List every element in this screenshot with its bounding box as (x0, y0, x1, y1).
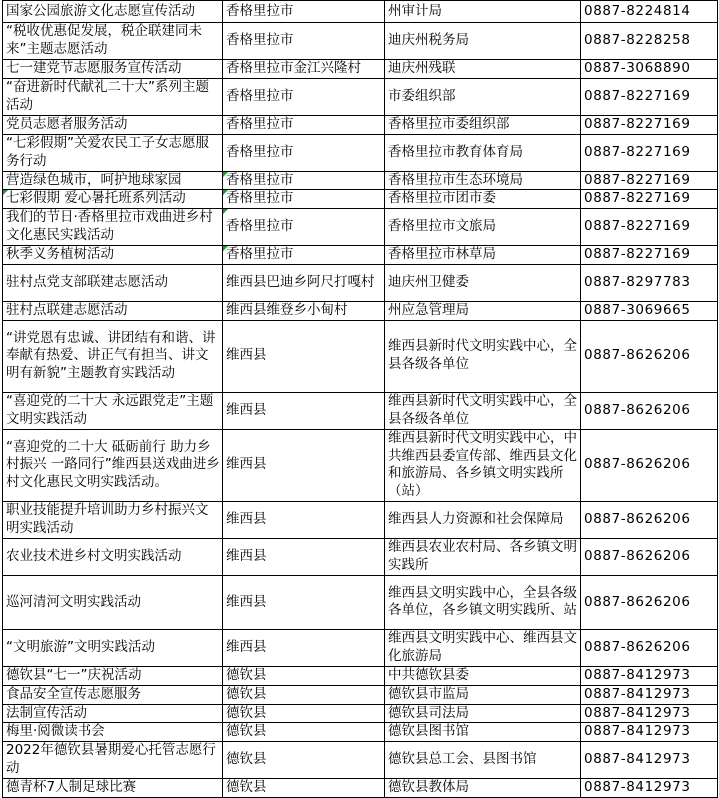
table-row (3, 246, 718, 265)
location-cell[interactable]: 香格里拉市 (223, 209, 385, 246)
organizer-cell[interactable]: 维西县人力资源和社会保障局 (385, 501, 581, 538)
organizer-cell[interactable]: 维西县农业农村局、各乡镇文明实践所 (385, 538, 581, 575)
location-cell[interactable]: 德钦县 (223, 666, 385, 685)
table-row (3, 320, 718, 392)
table-row (3, 1, 718, 23)
location-cell[interactable]: 维西县 (223, 501, 385, 538)
location-cell[interactable]: 香格里拉市金江兴隆村 (223, 60, 385, 79)
activity-cell[interactable]: 2022年德钦县暑期爱心托管志愿行动 (3, 742, 223, 779)
phone-cell[interactable]: 0887-8626206 (581, 429, 718, 501)
activity-cell[interactable]: 驻村点联建志愿活动 (3, 301, 223, 320)
table-row (3, 666, 718, 685)
table-row (3, 264, 718, 301)
location-cell[interactable]: 维西县 (223, 629, 385, 666)
phone-cell[interactable]: 0887-8227169 (581, 134, 718, 171)
location-cell[interactable]: 维西县 (223, 320, 385, 392)
location-cell[interactable]: 德钦县 (223, 704, 385, 723)
activity-cell[interactable]: 党员志愿者服务活动 (3, 115, 223, 134)
activity-cell[interactable]: “喜迎党的二十大 砥砺前行 助力乡村振兴 一路同行”维西县送戏曲进乡村文化惠民文明实践活动。 (3, 429, 223, 501)
activity-cell[interactable]: 国家公园旅游文化志愿宣传活动 (3, 1, 223, 23)
organizer-cell[interactable]: 维西县文明实践中心、维西县文化旅游局 (385, 629, 581, 666)
activity-cell[interactable]: “七彩假期”关爱农民工子女志愿服务行动 (3, 134, 223, 171)
activity-cell[interactable]: 德钦县“七一”庆祝活动 (3, 666, 223, 685)
location-cell[interactable]: 德钦县 (223, 685, 385, 704)
phone-cell[interactable]: 0887-8227169 (581, 171, 718, 190)
location-cell[interactable]: 香格里拉市 (223, 134, 385, 171)
location-cell[interactable]: 德钦县 (223, 742, 385, 779)
phone-cell[interactable]: 0887-8412973 (581, 723, 718, 742)
table-row (3, 742, 718, 779)
location-cell[interactable]: 德钦县 (223, 723, 385, 742)
organizer-cell[interactable]: 维西县文明实践中心，全县各级各单位，各乡镇文明实践所、站 (385, 575, 581, 629)
table-row (3, 685, 718, 704)
table-row (3, 723, 718, 742)
phone-cell[interactable]: 0887-8626206 (581, 538, 718, 575)
activity-cell[interactable]: “文明旅游”文明实践活动 (3, 629, 223, 666)
table-row (3, 429, 718, 501)
table-row (3, 134, 718, 171)
phone-cell[interactable]: 0887-8227169 (581, 209, 718, 246)
organizer-cell[interactable]: 香格里拉市生态环境局 (385, 171, 581, 190)
location-cell[interactable]: 维西县 (223, 392, 385, 429)
location-cell[interactable]: 德钦县 (223, 779, 385, 798)
phone-cell[interactable]: 0887-8227169 (581, 190, 718, 209)
activity-cell[interactable]: 我们的节日·香格里拉市戏曲进乡村文化惠民实践活动 (3, 209, 223, 246)
organizer-cell[interactable]: 市委组织部 (385, 78, 581, 115)
location-cell[interactable]: 香格里拉市 (223, 171, 385, 190)
organizer-cell[interactable]: 德钦县司法局 (385, 704, 581, 723)
organizer-cell[interactable]: 维西县新时代文明实践中心，全县各级各单位 (385, 320, 581, 392)
phone-cell[interactable]: 0887-8626206 (581, 392, 718, 429)
phone-cell[interactable]: 0887-8626206 (581, 501, 718, 538)
table-row (3, 779, 718, 798)
location-cell[interactable]: 维西县巴迪乡阿尺打嘎村 (223, 264, 385, 301)
organizer-cell[interactable]: 州审计局 (385, 1, 581, 23)
location-cell[interactable]: 香格里拉市 (223, 115, 385, 134)
activity-cell[interactable]: 农业技术进乡村文明实践活动 (3, 538, 223, 575)
table-row (3, 23, 718, 60)
organizer-cell[interactable]: 德钦县图书馆 (385, 723, 581, 742)
activity-cell[interactable]: 职业技能提升培训助力乡村振兴文明实践活动 (3, 501, 223, 538)
activity-cell[interactable]: 德青杯7人制足球比赛 (3, 779, 223, 798)
phone-cell[interactable]: 0887-8626206 (581, 629, 718, 666)
organizer-cell[interactable]: 香格里拉市林草局 (385, 246, 581, 265)
activity-cell[interactable]: 七一建党节志愿服务宣传活动 (3, 60, 223, 79)
phone-cell[interactable]: 0887-8626206 (581, 320, 718, 392)
table-row (3, 629, 718, 666)
organizer-cell[interactable]: 迪庆州残联 (385, 60, 581, 79)
activity-cell[interactable]: 法制宣传活动 (3, 704, 223, 723)
location-cell[interactable]: 香格里拉市 (223, 1, 385, 23)
phone-cell[interactable]: 0887-3068890 (581, 60, 718, 79)
phone-cell[interactable]: 0887-8227169 (581, 246, 718, 265)
table-row (3, 60, 718, 79)
phone-cell[interactable]: 0887-8412973 (581, 742, 718, 779)
activity-cell[interactable]: 梅里·阅微读书会 (3, 723, 223, 742)
phone-cell[interactable]: 0887-8412973 (581, 704, 718, 723)
phone-cell[interactable]: 0887-3069665 (581, 301, 718, 320)
activity-cell[interactable]: 巡河清河文明实践活动 (3, 575, 223, 629)
activity-cell[interactable]: “喜迎党的二十大 永远跟党走”主题文明实践活动 (3, 392, 223, 429)
organizer-cell[interactable]: 迪庆州卫健委 (385, 264, 581, 301)
table-row (3, 501, 718, 538)
organizer-cell[interactable]: 德钦县教体局 (385, 779, 581, 798)
organizer-cell[interactable]: 州应急管理局 (385, 301, 581, 320)
activity-cell[interactable]: “税收优惠促发展，税企联建同未来”主题志愿活动 (3, 23, 223, 60)
table-row (3, 704, 718, 723)
activity-cell[interactable]: “讲党恩有忠诚、讲团结有和谐、讲奉献有热爱、讲正气有担当、讲文明有新貌”主题教育实践活动 (3, 320, 223, 392)
location-cell[interactable]: 香格里拉市 (223, 23, 385, 60)
location-cell[interactable]: 香格里拉市 (223, 246, 385, 265)
table-row (3, 575, 718, 629)
activity-cell[interactable]: 七彩假期 爱心暑托班系列活动 (3, 190, 223, 209)
table-row (3, 301, 718, 320)
location-cell[interactable]: 香格里拉市 (223, 190, 385, 209)
table-row (3, 190, 718, 209)
organizer-cell[interactable]: 香格里拉市团市委 (385, 190, 581, 209)
phone-cell[interactable]: 0887-8297783 (581, 264, 718, 301)
location-cell[interactable]: 维西县 (223, 429, 385, 501)
phone-cell[interactable]: 0887-8412973 (581, 666, 718, 685)
table-row (3, 78, 718, 115)
table-row (3, 171, 718, 190)
organizer-cell[interactable]: 德钦县总工会、县图书馆 (385, 742, 581, 779)
phone-cell[interactable]: 0887-8412973 (581, 779, 718, 798)
activity-cell[interactable]: “奋进新时代献礼二十大”系列主题活动 (3, 78, 223, 115)
activity-cell[interactable]: 食品安全宣传志愿服务 (3, 685, 223, 704)
organizer-cell[interactable]: 香格里拉市文旅局 (385, 209, 581, 246)
organizer-cell[interactable]: 迪庆州税务局 (385, 23, 581, 60)
location-cell[interactable]: 维西县 (223, 575, 385, 629)
phone-cell[interactable]: 0887-8227169 (581, 115, 718, 134)
phone-cell[interactable]: 0887-8224814 (581, 1, 718, 23)
activity-cell[interactable]: 秋季义务植树活动 (3, 246, 223, 265)
organizer-cell[interactable]: 香格里拉市委组织部 (385, 115, 581, 134)
organizer-cell[interactable]: 中共德钦县委 (385, 666, 581, 685)
table-row (3, 209, 718, 246)
organizer-cell[interactable]: 香格里拉市教育体育局 (385, 134, 581, 171)
volunteer-activities-table (2, 0, 718, 798)
table-row (3, 392, 718, 429)
organizer-cell[interactable]: 德钦县市监局 (385, 685, 581, 704)
organizer-cell[interactable]: 维西县新时代文明实践中心，中共维西县委宣传部、维西县文化和旅游局、各乡镇文明实践所（站） (385, 429, 581, 501)
table-row (3, 538, 718, 575)
location-cell[interactable]: 香格里拉市 (223, 78, 385, 115)
phone-cell[interactable]: 0887-8412973 (581, 685, 718, 704)
organizer-cell[interactable]: 维西县新时代文明实践中心，全县各级各单位 (385, 392, 581, 429)
phone-cell[interactable]: 0887-8228258 (581, 23, 718, 60)
location-cell[interactable]: 维西县维登乡小甸村 (223, 301, 385, 320)
phone-cell[interactable]: 0887-8626206 (581, 575, 718, 629)
table-body (3, 1, 718, 798)
phone-cell[interactable]: 0887-8227169 (581, 78, 718, 115)
table-row (3, 115, 718, 134)
activity-cell[interactable]: 驻村点党支部联建志愿活动 (3, 264, 223, 301)
activity-cell[interactable]: 营造绿色城市，呵护地球家园 (3, 171, 223, 190)
location-cell[interactable]: 维西县 (223, 538, 385, 575)
